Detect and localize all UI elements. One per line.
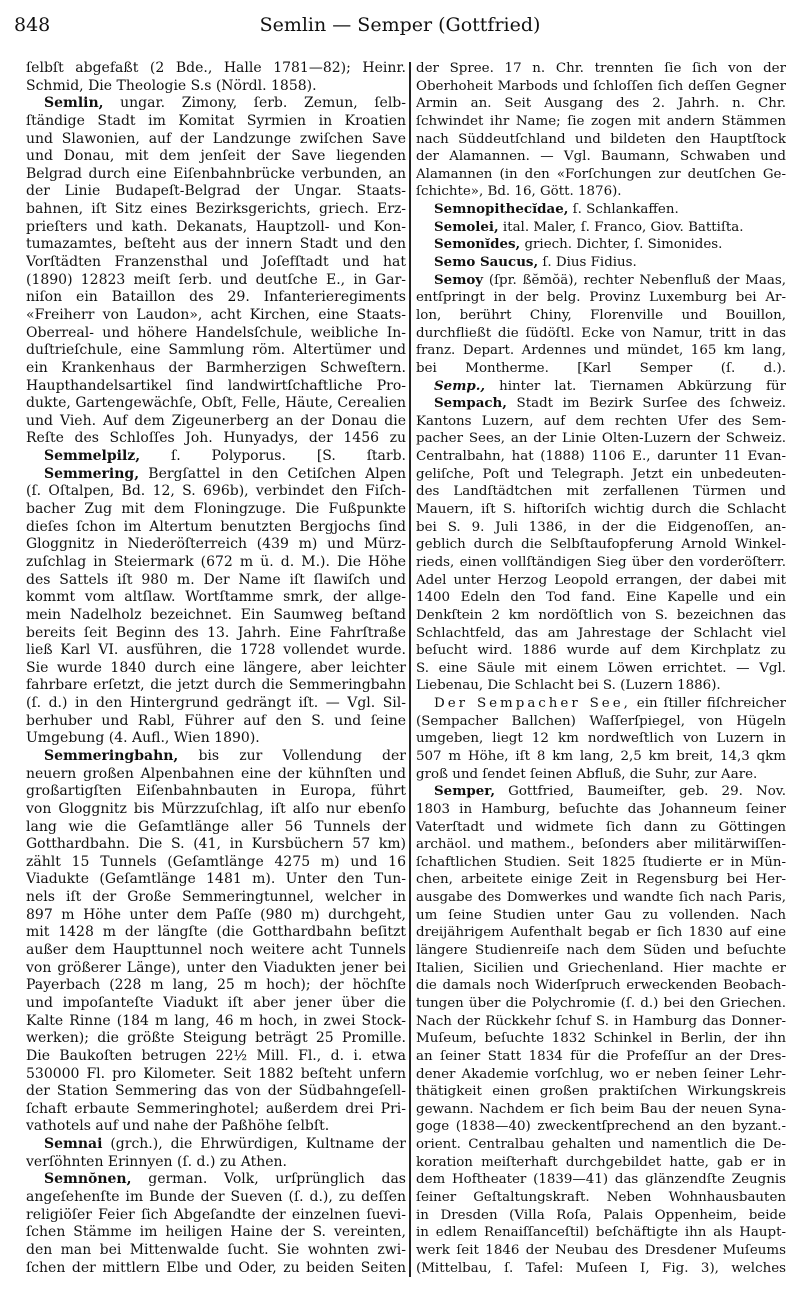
line-text: Gloggnitz in Niederöſterreich (439 m) und Mürz-	[26, 536, 406, 553]
right-column	[416, 60, 786, 1277]
lemma: Semolei,	[434, 218, 499, 235]
text-line	[416, 801, 786, 819]
line-text: tungen über die Polychromie (ſ. d.) bei den Griechen.	[416, 995, 786, 1011]
line-text: ausgabe des Domwerkes und wandte ſich nach Paris,	[416, 890, 786, 906]
entry-headline	[26, 748, 406, 766]
line-text: Schmid, Die Theologie S.s (Nördl. 1858).	[26, 77, 317, 94]
line-text: mein Nadelholz bezeichnet. Ein Saumweg beſtand	[26, 606, 406, 623]
line-text: Gottfried, Baumeiſter, geb. 29. Nov.	[494, 784, 786, 800]
text-line	[416, 748, 786, 766]
line-text: S. eine Säule mit einem Löwen errichtet. — Vgl.	[416, 660, 786, 676]
line-text: ſeiner Geſtaltungskraft. Neben Wohnhausbauten	[416, 1190, 786, 1205]
text-line	[26, 1260, 406, 1278]
lemma: Semnopithecĭdae,	[434, 201, 569, 218]
line-text: ungar. Zimony, ſerb. Zemun, ſelb-	[103, 95, 406, 112]
line-text: beſucht wird. 1886 wurde auf dem Kirchplatz zu	[416, 643, 786, 659]
line-text: pacher Sees, an der Linie Olten-Luzern der Schweiz.	[416, 431, 786, 447]
line-text: duſtrieſchule, eine Sammlung röm. Altertümer und	[26, 342, 406, 359]
entry-headline	[26, 466, 406, 484]
line-text: bereits ſeit Beginn des 13. Jahrh. Eine Fahrſtraße	[26, 624, 406, 641]
line-text: 1400 Edeln den Tod fand. Eine Kapelle und ein	[416, 590, 786, 606]
text-line	[26, 413, 406, 431]
text-line	[26, 907, 406, 925]
text-line	[26, 677, 406, 695]
text-line	[416, 78, 786, 96]
text-line	[26, 78, 406, 96]
text-line	[26, 995, 406, 1013]
line-text: Centralbahn, hat (1888) 1106 E., darunter 11 Evan-	[416, 449, 786, 465]
line-text: an ſeiner Statt 1834 für die Profeſſur an der Dres-	[416, 1048, 786, 1064]
text-line	[26, 1101, 406, 1119]
line-text: 507 m Höhe, iſt 8 km lang, 2,5 km breit, 14,3 qkm	[416, 748, 786, 764]
line-text: Umgebung (4. Aufl., Wien 1890).	[26, 730, 260, 747]
text-line	[416, 995, 786, 1013]
line-text: Stadt im Bezirk Surſee des ſchweiz.	[506, 396, 786, 412]
line-text: und Vieh. Auf dem Zigeunerberg an der Donau die	[26, 412, 406, 429]
text-line	[416, 60, 786, 78]
text-line	[26, 1154, 406, 1172]
text-line	[416, 871, 786, 889]
line-text: (grch.), die Ehrwürdigen, Kultname der	[102, 1136, 406, 1153]
text-line	[26, 1013, 406, 1031]
text-line	[26, 395, 406, 413]
line-text: nach Süddeutſchland und bildeten den Hauptſtock	[416, 131, 786, 147]
line-text: hinter lat. Tiernamen Abkürzung für	[485, 378, 786, 394]
text-line	[26, 483, 406, 501]
text-line	[26, 60, 406, 78]
line-text: goge (1838—40) zweckentſprechend an den byzant.-	[416, 1119, 786, 1135]
line-text: durchfließt die ſüdöſtl. Ecke von Namur, tritt in das	[416, 325, 786, 341]
text-line	[26, 1048, 406, 1066]
line-text: Italien, Sicilien und Griechenland. Hier machte er	[416, 960, 786, 976]
text-line	[416, 942, 786, 960]
entry-headline	[26, 448, 406, 466]
text-line	[416, 589, 786, 607]
text-line	[416, 572, 786, 590]
text-line	[416, 1242, 786, 1260]
text-line	[26, 554, 406, 572]
text-line	[26, 131, 406, 149]
left-column	[26, 60, 406, 1277]
text-line	[26, 113, 406, 131]
entry-headline	[416, 219, 786, 237]
text-line	[416, 413, 786, 431]
line-text: ſtändige Stadt im Komitat Syrmien in Kroatien	[26, 112, 406, 129]
line-text: mit 1428 m der längſte (die Gotthardbahn beſitzt	[26, 924, 406, 941]
text-line	[416, 166, 786, 184]
line-text: groß und ſendet ſeinen Abfluß, die Suhr, zur Aare.	[416, 766, 758, 782]
line-text: chen, arbeitete einige Zeit in Regensburg bei Her-	[416, 872, 786, 888]
line-text: Payerbach (228 m lang, 25 m hoch); der höchſte	[26, 977, 406, 994]
text-line	[26, 589, 406, 607]
lemma: Semonĭdes,	[434, 236, 521, 253]
line-text: Die Baukoſten betrugen 22½ Mill. Fl., d. i. etwa	[26, 1047, 406, 1064]
text-line	[26, 572, 406, 590]
entry-headline	[416, 783, 786, 801]
line-text: Sie wurde 1840 durch eine längere, aber leichter	[26, 659, 406, 676]
line-text: 897 m Höhe unter dem Paſſe (980 m) durchgeht,	[26, 906, 406, 923]
line-text: der Spree. 17 n. Chr. trennten ſie ſich von der	[416, 61, 786, 76]
text-line	[416, 307, 786, 325]
line-text: Denkſtein 2 km nordöſtlich von S. bezeichnen das	[416, 607, 786, 623]
line-text: lang wie die Geſamtlänge aller 56 Tunnels der	[26, 818, 406, 835]
entry-headline	[26, 1136, 406, 1154]
line-text: Oberhoheit Marbods und ſchloſſen ſich deſſen Gegner	[416, 78, 786, 94]
line-text: Belgrad durch eine Eiſenbahnbrücke verbunden, an	[26, 165, 406, 182]
line-text: dem Hoftheater (1839—41) das glänzendſte Zeugnis	[416, 1172, 786, 1188]
text-line	[26, 201, 406, 219]
line-text: ſchen Stämme im heiligen Haine der S. vereinten,	[26, 1224, 406, 1241]
line-text: (1890) 12823 meiſt ſerb. und deutſche E., in Gar-	[26, 271, 406, 288]
text-line	[26, 801, 406, 819]
column-rule	[409, 62, 411, 1277]
text-line	[26, 501, 406, 519]
line-text: entſpringt in der belg. Provinz Luxemburg bei Ar-	[416, 290, 786, 306]
text-line	[26, 519, 406, 537]
line-text: koration meiſterhaft durchgebildet hatte, gab er in	[416, 1154, 786, 1170]
text-line	[26, 871, 406, 889]
text-line	[416, 1083, 786, 1101]
line-text: ſchen der mittlern Elbe und Oder, zu beiden Seiten	[26, 1259, 406, 1276]
line-text: nels iſt der Große Semmeringtunnel, welcher in	[26, 889, 406, 906]
line-text: um ſeine Studien unter Gau zu vollenden. Nach	[416, 907, 786, 923]
text-line	[416, 430, 786, 448]
text-line	[416, 483, 786, 501]
text-line	[26, 924, 406, 942]
text-line	[416, 713, 786, 731]
text-line	[26, 977, 406, 995]
line-text: Bergſattel in den Cetiſchen Alpen	[139, 465, 406, 482]
text-line	[26, 378, 406, 396]
line-text: bis zur Vollendung der	[178, 747, 406, 764]
line-text: ſ. Dius Fidius.	[538, 255, 637, 271]
line-text: fahrbare erſetzt, die jetzt durch die Semmeringbahn	[26, 677, 406, 694]
text-line	[416, 1207, 786, 1225]
line-text: dener Akademie vorſchlug, wo er neben ſeiner Lehr-	[416, 1066, 786, 1082]
line-text: ſchichte», Bd. 16, Gött. 1876).	[416, 184, 622, 200]
line-text: umgeben, liegt 12 km nordweſtlich von Luzern in	[416, 731, 786, 747]
entry-headline	[416, 254, 786, 272]
text-line	[416, 1118, 786, 1136]
line-text: geblich durch die Selbſtaufopferung Arnold Winkel-	[416, 537, 786, 553]
text-line	[26, 819, 406, 837]
line-text: kommt vom altſlaw. Wortſtamme smrk, der allge-	[26, 589, 406, 606]
text-line	[26, 183, 406, 201]
line-text: Muſeum, beſuchte 1832 Schinkel in Berlin, der ihn	[416, 1031, 786, 1047]
line-text: Liebenau, Die Schlacht bei S. (Luzern 1886).	[416, 678, 721, 694]
text-line	[26, 660, 406, 678]
text-line	[416, 448, 786, 466]
text-line	[416, 131, 786, 149]
line-text: dreijährigem Aufenthalt begab er ſich 1830 auf eine	[416, 925, 786, 941]
text-line	[416, 1260, 786, 1278]
line-text: ein ſtiller fiſchreicher	[630, 696, 786, 712]
line-text: werk ſeit 1846 der Neubau des Dresdener Muſeums	[416, 1242, 786, 1258]
text-line	[416, 1189, 786, 1207]
text-line	[26, 625, 406, 643]
text-line	[26, 1066, 406, 1084]
line-text: ital. Maler, ſ. Franco, Giov. Battiſta.	[498, 219, 744, 235]
line-text: in Dresden (Villa Roſa, Palais Oppenheim, beide	[416, 1207, 786, 1223]
line-text: werken); die größte Steigung beträgt 25 Promille.	[26, 1030, 406, 1047]
line-text: zählt 15 Tunnels (Geſamtlänge 4275 m) und 16	[26, 853, 406, 870]
line-text: dukte, Gartengewächſe, Obſt, Felle, Häute, Cerealien	[26, 395, 406, 412]
line-text: «Freiherr von Laudon», acht Kirchen, eine Staats-	[26, 306, 406, 323]
entry-headline	[416, 695, 786, 713]
text-line	[416, 95, 786, 113]
line-text: tumazamtes, beſteht aus der innern Stadt und den	[26, 236, 406, 253]
line-text: der Station Semmering das von der Südbahngeſell-	[26, 1083, 406, 1100]
line-text: Vorſtädten Franzensthal und Joſefſtadt und hat	[26, 254, 406, 271]
entry-headline	[416, 395, 786, 413]
lemma: Semper,	[434, 783, 495, 800]
entry-headline	[416, 378, 786, 396]
line-text: ſchaftlichen Studien. Seit 1825 ſtudierte er in Mün-	[416, 854, 786, 870]
line-text: Schlachtfeld, das am Jahrestage der Schlacht viel	[416, 625, 786, 641]
line-text: und Slawonien, auf der Landzunge zwiſchen Save	[26, 130, 406, 147]
lemma: Sempach,	[434, 395, 507, 412]
text-line	[416, 466, 786, 484]
text-line	[26, 836, 406, 854]
line-text: ſ. Polyporus. [S. ſtarb.	[140, 448, 406, 465]
text-line	[416, 1013, 786, 1031]
text-line	[416, 625, 786, 643]
text-line	[26, 254, 406, 272]
lemma: Semmeringbahn,	[44, 747, 179, 764]
line-text: franz. Depart. Ardennes und mündet, 165 km lang,	[416, 343, 786, 359]
line-text: ſchwindet ihr Name; ſie zogen mit andern Stämmen	[416, 113, 786, 129]
line-text: und Donau, mit dem jenſeit der Save liegenden	[26, 148, 406, 165]
text-line	[26, 1224, 406, 1242]
line-text: german. Volk, urſprünglich das	[131, 1171, 406, 1188]
line-text: von Gloggnitz bis Mürzzuſchlag, iſt alſo nur ebenſo	[26, 800, 406, 817]
line-text: orient. Centralbau gehalten und namentlich die De-	[416, 1137, 786, 1153]
line-text: in edlem Renaiſſanceſtil) beſchäftigte ihn als Haupt-	[416, 1225, 786, 1241]
text-line	[26, 730, 406, 748]
text-line	[416, 607, 786, 625]
line-text: 530000 Fl. pro Kilometer. Seit 1882 beſteht unfern	[26, 1065, 406, 1082]
line-text: Nach der Rückkehr ſchuf S. in Hamburg das Donner-	[416, 1013, 786, 1029]
lemma: Semoy	[434, 271, 484, 288]
text-line	[26, 766, 406, 784]
line-text: Haupthandelsartikel ſind landwirtſchaftliche Pro-	[26, 377, 406, 394]
text-line	[26, 536, 406, 554]
text-line	[26, 430, 406, 448]
page-number: 848	[14, 14, 51, 36]
entry-headline	[416, 236, 786, 254]
line-text: Mauern, iſt S. hiſtoriſch wichtig durch die Schlacht	[416, 502, 786, 518]
line-text: längere Studienreiſe nach dem Süden und beſuchte	[416, 943, 786, 959]
text-line	[416, 819, 786, 837]
text-line	[416, 183, 786, 201]
page-header	[14, 14, 786, 44]
text-line	[26, 960, 406, 978]
line-text: prieſters und kath. Dekanats, Hauptzoll- und Kon-	[26, 218, 406, 235]
running-head: Semlin — Semper (Gottfried)	[259, 14, 541, 36]
line-text: niſon ein Bataillon des 29. Infanterieregiments	[26, 289, 406, 306]
line-text: ſchaft erbaute Semmeringhotel; außerdem drei Pri-	[26, 1100, 406, 1117]
lemma: Semmelpilz,	[44, 448, 141, 465]
line-text: (Sempacher Ballchen) Waſſerſpiegel, von Hügeln	[416, 713, 786, 729]
line-text: (ſ. d.) in den Hintergrund gedrängt iſt. — Vgl. Sil-	[26, 695, 406, 712]
line-text: außer dem Haupttunnel noch weitere acht Tunnels	[26, 942, 406, 959]
line-text: Adel unter Herzog Leopold errangen, der dabei mit	[416, 572, 786, 588]
text-line	[416, 148, 786, 166]
text-line	[416, 1048, 786, 1066]
text-line	[26, 1242, 406, 1260]
line-text: der Linie Budapeſt-Belgrad der Ungar. Staats-	[26, 183, 406, 200]
text-line	[26, 360, 406, 378]
line-text: bahnen, iſt Sitz eines Bezirksgerichts, griech. Erz-	[26, 201, 406, 218]
text-line	[416, 1101, 786, 1119]
text-line	[26, 148, 406, 166]
entry-headline	[26, 95, 406, 113]
line-text: Vaterſtadt und widmete ſich dann zu Göttingen	[416, 819, 786, 835]
line-text: von größerer Länge), unter den Viadukten jener bei	[26, 959, 406, 976]
text-line	[416, 854, 786, 872]
line-text: archäol. und mathem., beſonders aber militärwiſſen-	[416, 837, 786, 853]
line-text: ſ. Schlankaffen.	[568, 202, 679, 218]
text-line	[416, 113, 786, 131]
text-line	[416, 554, 786, 572]
text-line	[26, 783, 406, 801]
text-line	[416, 342, 786, 360]
text-line	[26, 854, 406, 872]
text-line	[416, 836, 786, 854]
text-line	[26, 342, 406, 360]
entry-headline	[26, 1171, 406, 1189]
line-text: geliſche, Poſt und Telegraph. Jetzt ein unbedeuten-	[416, 466, 786, 482]
text-line	[26, 272, 406, 290]
text-line	[416, 360, 786, 378]
text-line	[416, 1136, 786, 1154]
line-text: den man bei Mittenwalde ſucht. Sie wohnten zwi-	[26, 1241, 406, 1258]
text-line	[416, 907, 786, 925]
text-line	[416, 1171, 786, 1189]
line-text: die damals noch Widerſpruch erweckenden Beobach-	[416, 978, 786, 994]
entry-headline	[416, 201, 786, 219]
text-line	[416, 1066, 786, 1084]
line-text: (ſpr. ßĕmŏä), rechter Nebenfluß der Maas,	[483, 272, 786, 288]
text-line	[26, 1189, 406, 1207]
text-line	[26, 942, 406, 960]
text-line	[26, 236, 406, 254]
line-text: großartigſten Eiſenbahnbauten in Europa, führt	[26, 783, 406, 800]
line-text: (ſ. Oſtalpen, Bd. 12, S. 696b), verbindet den Fiſch-	[26, 483, 406, 500]
line-text: rieds, einen vollſtändigen Sieg über den vorderöſterr.	[416, 554, 786, 570]
text-line	[26, 695, 406, 713]
text-line	[26, 713, 406, 731]
line-text: Kalte Rinne (184 m lang, 46 m hoch, in zwei Stock-	[26, 1012, 406, 1029]
text-line	[416, 730, 786, 748]
lemma: Semmering,	[44, 465, 140, 482]
text-line	[26, 307, 406, 325]
line-text: berhuber und Rabl, Führer auf den S. und ſeine	[26, 712, 406, 729]
lemma: Semp.,	[434, 377, 486, 394]
line-text: verſöhnten Erinnyen (ſ. d.) zu Athen.	[26, 1153, 287, 1170]
text-line	[416, 325, 786, 343]
text-line	[26, 219, 406, 237]
entry-headline	[416, 272, 786, 290]
line-text: Kantons Luzern, auf dem rechten Ufer des Sem-	[416, 413, 786, 429]
line-text: Viadukte (Geſamtlänge 1481 m). Unter den Tun-	[26, 871, 406, 888]
lemma: Semnai	[44, 1136, 103, 1153]
text-line	[26, 325, 406, 343]
line-text: Armin an. Seit Ausgang des 2. Jahrh. n. Chr.	[416, 96, 786, 112]
line-text: ſelbſt abgefaßt (2 Bde., Halle 1781—82); Heinr.	[26, 60, 406, 76]
line-text: griech. Dichter, ſ. Simonides.	[520, 237, 723, 253]
line-text: vathotels auf und nahe der Paßhöhe ſelbſt.	[26, 1118, 330, 1135]
subentry-term: Der Sempacher See,	[434, 696, 631, 712]
text-line	[26, 166, 406, 184]
line-text: (Mittelbau, ſ. Tafel: Muſeen I, Fig. 3), welches	[416, 1260, 786, 1276]
text-line	[26, 1030, 406, 1048]
text-line	[26, 289, 406, 307]
text-line	[416, 977, 786, 995]
line-text: angeſehenſte im Bunde der Sueven (ſ. d.), zu deſſen	[26, 1189, 406, 1205]
line-text: der Alamannen. — Vgl. Baumann, Schwaben und	[416, 149, 786, 165]
text-line	[416, 642, 786, 660]
line-text: 1803 in Hamburg, beſuchte das Johanneum ſeiner	[416, 801, 786, 817]
line-text: Alamannen (in den «Forſchungen zur deutſchen Ge-	[416, 166, 786, 182]
text-line	[416, 677, 786, 695]
line-text: bei Montherme. [Karl Semper (ſ. d.).	[416, 360, 786, 376]
line-text: gewann. Nachdem er ſich beim Bau der neuen Syna-	[416, 1101, 786, 1117]
line-text: und impoſanteſte Viadukt iſt aber jener über die	[26, 994, 406, 1011]
line-text: dieſes ſchon im Altertum benutzten Bergjochs ſind	[26, 518, 406, 535]
text-line	[416, 960, 786, 978]
line-text: neuern großen Alpenbahnen eine der kühnſten und	[26, 765, 406, 782]
line-text: bei S. 9. Juli 1386, in der die Eidgenoſſen, an-	[416, 519, 786, 535]
line-text: ein Krankenhaus der Barmherzigen Schweſtern.	[26, 359, 406, 376]
line-text: ließ Karl VI. ausführen, die 1728 vollendet wurde.	[26, 642, 406, 659]
line-text: Reſte des Schloſſes Joh. Hunyadys, der 1456 zu	[26, 430, 406, 447]
line-text: thätigkeit einen großen praktiſchen Wirkungskreis	[416, 1084, 786, 1100]
text-line	[416, 889, 786, 907]
line-text: Oberreal- und höhere Handelsſchule, weibliche In-	[26, 324, 406, 341]
lemma: Semnŏnen,	[44, 1171, 132, 1188]
text-line	[416, 660, 786, 678]
text-line	[26, 607, 406, 625]
text-line	[416, 924, 786, 942]
line-text: Gotthardbahn. Die S. (41, in Kursbüchern 57 km)	[26, 836, 406, 853]
text-line	[416, 289, 786, 307]
text-line	[416, 1224, 786, 1242]
lemma: Semlin,	[44, 95, 104, 112]
text-line	[26, 1207, 406, 1225]
text-line	[416, 536, 786, 554]
text-line	[416, 519, 786, 537]
line-text: zuſchlag in Steiermark (672 m ü. d. M.). Die Höhe	[26, 553, 406, 570]
line-text: des Sattels iſt 980 m. Der Name iſt ſlawiſch und	[26, 571, 406, 588]
text-line	[26, 889, 406, 907]
text-line	[416, 501, 786, 519]
text-line	[26, 642, 406, 660]
text-line	[416, 1154, 786, 1172]
text-line	[416, 1030, 786, 1048]
text-line	[416, 766, 786, 784]
line-text: religiöſer Feier ſich Abgeſandte der einzelnen ſuevi-	[26, 1206, 406, 1223]
text-line	[26, 1118, 406, 1136]
line-text: des Landſtädtchen mit zerfallenen Türmen und	[416, 484, 786, 500]
lemma: Semo Saucus,	[434, 254, 539, 271]
line-text: bacher Zug mit dem Floningzuge. Die Fußpunkte	[26, 501, 406, 518]
text-line	[26, 1083, 406, 1101]
line-text: lon, berührt Chiny, Florenville und Bouillon,	[416, 307, 786, 323]
